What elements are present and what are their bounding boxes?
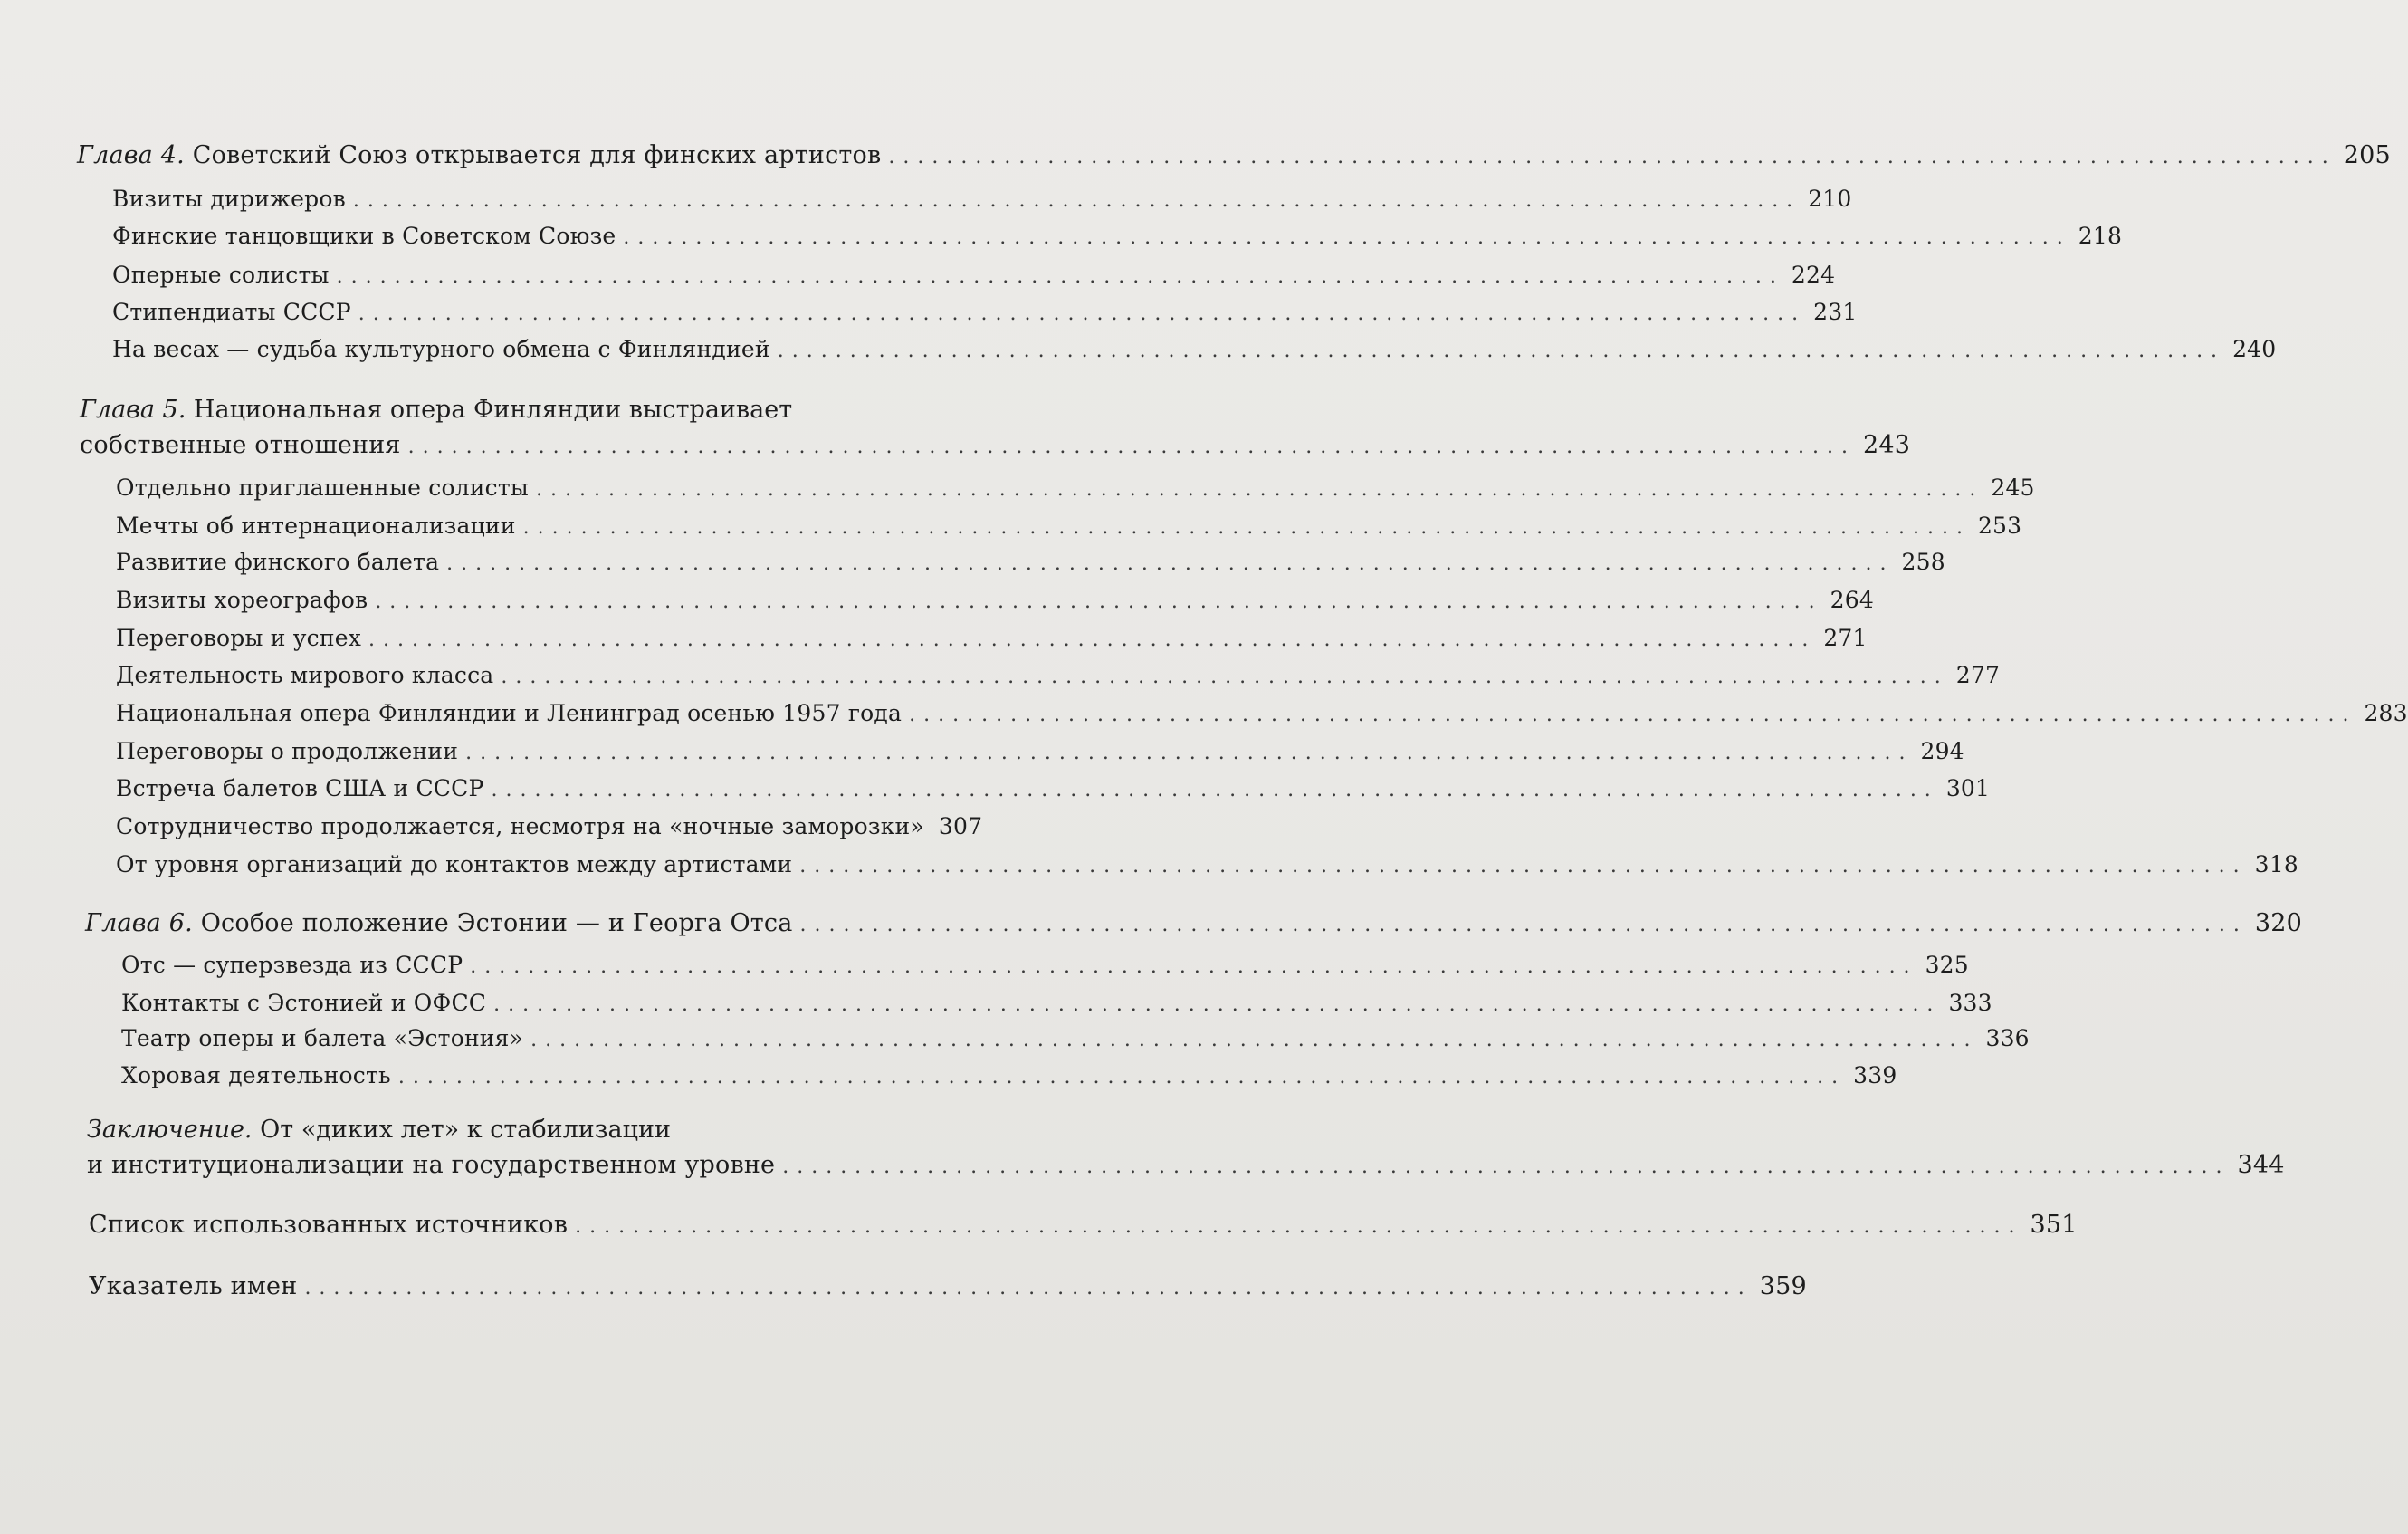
leader-dots: .................................................................................................... [782,1155,2231,1178]
leader-dots: .................................................................................................... [446,552,1895,575]
toc-item: Переговоры и успех .................................................................................................... 271 [116,620,978,657]
toc-item: Развитие финского балета .................................................................................................... 258 [116,544,978,580]
chapter-4-entry [77,138,2391,174]
toc-item: Хоровая деятельность .................................................................................................... 339 [121,1058,978,1094]
chapter-6-label: Глава 6. [85,909,193,937]
toc-item: Национальная опера Финляндии и Ленинград осенью 1957 года .................................................................................................... 283 [116,695,978,732]
chapter-5-page: 243 [1863,431,1911,459]
conclusion-title-line-2: и институционализации на государственном уровне [87,1151,776,1179]
leader-dots: .................................................................................................... [623,226,2071,249]
leader-dots: .................................................................................................... [375,590,1823,613]
toc-item: Оперные солисты .................................................................................................... 224 [112,257,978,293]
toc-item: Отс — суперзвезда из СССР .................................................................................................... 325 [121,947,978,983]
chapter-5-entry [80,427,1911,464]
sources-entry: Список использованных источников .................................................................................................... 351 [89,1207,978,1243]
leader-dots: .................................................................................................... [358,302,1807,325]
chapter-4-label: Глава 4. [77,141,185,169]
toc-item: Встреча балетов США и СССР .................................................................................................... 301 [116,771,978,807]
leader-dots: .................................................................................................... [575,1215,2023,1238]
leader-dots: .................................................................................................... [536,478,1984,501]
chapter-6-title: Особое положение Эстонии — и Георга Отса [200,909,793,937]
toc-item: Деятельность мирового класса .................................................................................................... 277 [116,657,978,694]
leader-dots: .................................................................................................... [368,628,1817,651]
leader-dots: .................................................................................................... [304,1277,1753,1299]
conclusion-title-line-1: Заключение. От «диких лет» к стабилизации [87,1116,671,1144]
chapter-6-page: 320 [2254,909,2303,937]
leader-dots: .................................................................................................... [501,666,1949,688]
leader-dots: .................................................................................................... [909,704,2357,726]
leader-dots: .................................................................................................... [465,742,1914,764]
leader-dots: .................................................................................................... [352,189,1801,212]
leader-dots: .................................................................................................... [799,914,2248,936]
chapter-5-title-line-1: Глава 5. Национальная опера Финляндии выстраивает [80,396,793,424]
leader-dots: .................................................................................................... [888,146,2336,168]
toc-item: Отдельно приглашенные солисты .................................................................................................... 245 [116,470,978,506]
leader-dots: .................................................................................................... [336,265,1784,288]
toc-item: От уровня организаций до контактов между артистами .................................................................................................... 318 [116,847,978,883]
toc-item: Стипендиаты СССР .................................................................................................... 231 [112,294,978,331]
leader-dots: .................................................................................................... [799,855,2248,877]
toc-item: Сотрудничество продолжается, несмотря на «ночные заморозки» 307 [116,813,983,839]
toc-item: На весах — судьба культурного обмена с Финляндией .................................................................................................... 240 [112,331,978,368]
leader-dots: .................................................................................................... [530,1029,1979,1051]
chapter-4-page: 205 [2343,141,2391,169]
conclusion-entry [87,1147,2285,1184]
chapter-5-title-line-2: собственные отношения [80,431,401,459]
toc-item: Контакты с Эстонией и ОФСС .................................................................................................... 333 [121,985,978,1021]
leader-dots: .................................................................................................... [407,436,1856,458]
toc-item: Театр оперы и балета «Эстония» .................................................................................................... 336 [121,1021,978,1057]
toc-item: Визиты хореографов .................................................................................................... 264 [116,582,978,618]
toc-item: Переговоры о продолжении .................................................................................................... 294 [116,733,978,770]
toc-item: Мечты об интернационализации .................................................................................................... 253 [116,508,978,544]
leader-dots: .................................................................................................... [491,779,1939,801]
toc-item: Визиты дирижеров .................................................................................................... 210 [112,181,978,217]
chapter-6-entry [85,906,2303,942]
leader-dots: .................................................................................................... [397,1066,1847,1088]
chapter-5-label: Глава 5. [80,396,186,424]
index-entry: Указатель имен .................................................................................................... 359 [89,1269,978,1305]
chapter-4-title: Советский Союз открывается для финских артистов [192,141,882,169]
leader-dots: .................................................................................................... [522,516,1971,539]
leader-dots: .................................................................................................... [777,340,2226,362]
conclusion-label: Заключение. [87,1116,253,1144]
toc-item: Финские танцовщики в Советском Союзе .................................................................................................... 218 [112,218,978,254]
leader-dots: .................................................................................................... [493,993,1942,1016]
conclusion-page: 344 [2237,1151,2285,1179]
leader-dots: .................................................................................................... [470,955,1918,978]
